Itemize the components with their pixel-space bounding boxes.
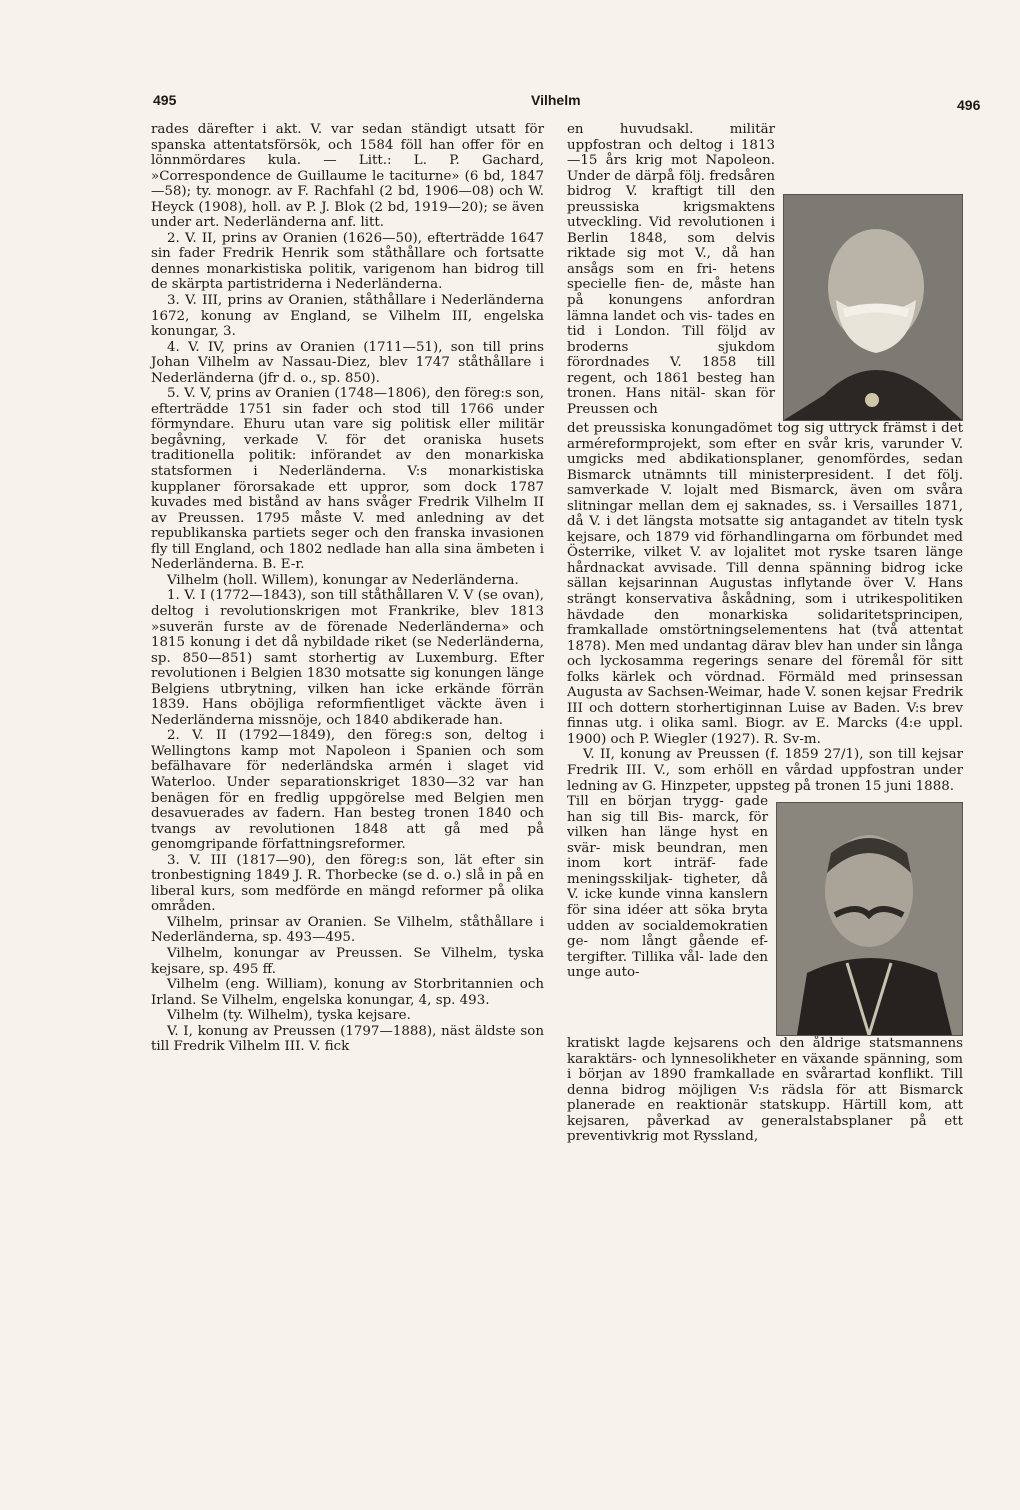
entry-paragraph: en huvudsakl. militär uppfostran och deltog i 1813—15 års krig mot Napoleon. Under de därpå följ. fredsåren bidrog V. kraftigt till den preussiska krigsmaktens utveckling. Vid revolutionen i Berlin 1848, som delvis riktade sig mot V., då han ansågs som en fri- hetens specielle fien- de, måste han på konungens anfordran lämna landet och vis- tades en tid i London. Till följd av broderns sjukdom förordnades V. 1858 till regent, och 1861 besteg han tronen. Hans nitäl- skan för Preussen och (567, 122, 775, 417)
wilhelm-ii-section (567, 794, 963, 1036)
entry-paragraph: 2. V. II, prins av Oranien (1626—50), efterträdde 1647 sin fader Fredrik Henrik som ståthållare och fortsatte dennes monarkistiska politik, varigenom han bidrog till de skärpta partistriderna i Nederländerna. (151, 230, 544, 293)
running-head: Vilhelm (531, 92, 581, 108)
entry-heading: Vilhelm, konungar av Preussen. Se Vilhelm, tyska kejsare, sp. 495 ff. (151, 945, 544, 977)
entry-paragraph: 5. V. V, prins av Oranien (1748—1806), den föreg:s son, efterträdde 1751 sin fader och stod till 1766 under förmyndare. Ehuru utan vare sig politisk eller militär begåvning, verkade V. för det oraniska husets traditionella politik: införandet av den monarkiska statsformen i Nederländerna. V:s monarkistiska kupplaner förorsakade ett uppror, som dock 1787 kuvades med bistånd av hans svåger Fredrik Vilhelm II av Preussen. 1795 måste V. med anledning av det republikanska partiets seger och den franska invasionen fly till England, och 1802 nedlade han alla sina ämbeten i Nederländerna. B. E-r. (151, 386, 544, 573)
left-column (151, 122, 544, 1055)
entry-paragraph: rades därefter i akt. V. var sedan ständigt utsatt för spanska attentatsförsök, och 1584 föll han offer för en lönnmördares kula. — Litt.: L. P. Gachard, »Correspondence de Guillaume le taciturne» (6 bd, 1847—58); ty. monogr. av F. Rachfahl (2 bd, 1906—08) och W. Heyck (1908), holl. av P. J. Blok (2 bd, 1919—20); se även under art. Nederländerna anf. litt. (151, 122, 544, 231)
wilhelm-i-portrait (783, 194, 963, 421)
entry-paragraph: det preussiska konungadömet tog sig uttryck främst i det arméreformprojekt, som efter en svår kris, varunder V. umgicks med abdikationsplaner, genomfördes, sedan Bismarck utnämnts till ministerpresident. I det följ. samverkade V. lojalt med Bismarck, även om svåra slitningar mellan dem ej saknades, ss. i Versailles 1871, då V. i det längsta motsatte sig antagandet av titeln tysk kejsare, och 1879 vid förhandlingarna om förbundet med Österrike, vilket V. av lojalitet mot ryske tsaren länge hårdnackat avvisade. Till denna spänning bidrog icke sällan kejsarinnan Augustas inflytande över V. Hans strängt konservativa åskådning, som i utrikespolitiken hävdade den monarkiska solidaritetsprincipen, framkallade omstörtningselementens hat (två attentat 1878). Men med undantag därav blev han under sin långa och lyckosamma regerings senare del föremål för sitt folks kärlek och vördnad. Förmäld med prinsessan Augusta av Sachsen-Weimar, hade V. sonen kejsar Fredrik III och dottern storhertiginnan Luise av Baden. V:s brev finnas utg. i olika saml. Biogr. av E. Marcks (4:e uppl. 1900) och P. Wiegler (1927). R. Sv-m. (567, 421, 963, 747)
entry-paragraph: Till en början trygg- gade han sig till Bis- marck, för vilken han länge hyst en svär- misk beundran, men inom kort inträf- fade meningsskiljak- tigheter, då V. icke kunde vinna kanslern för sina idéer att söka bryta udden av socialdemokratien ge- nom långt gående ef- tergifter. Tillika vål- lade den unge auto- (567, 794, 768, 981)
right-page-number: 496 (957, 97, 981, 113)
entry-paragraph: 2. V. II (1792—1849), den föreg:s son, deltog i Wellingtons kamp mot Napoleon i Spanien och som befälhavare för nederländska armén i slaget vid Waterloo. Under separationskriget 1830—32 var han benägen för en fredlig uppgörelse med Belgien men desavuerades av fadern. Han besteg tronen 1840 och tvangs av revolutionen 1848 att gå med på genomgripande författningsreformer. (151, 728, 544, 853)
left-page-number: 495 (153, 92, 177, 108)
entry-paragraph: V. II, konung av Preussen (f. 1859 27/1), son till kejsar Fredrik III. V., som erhöll en vårdad uppfostran under ledning av G. Hinzpeter, uppsteg på tronen 15 juni 1888. (567, 747, 963, 794)
entry-heading: Vilhelm (eng. William), konung av Storbritannien och Irland. Se Vilhelm, engelska konungar, 4, sp. 493. (151, 977, 544, 1008)
entry-heading: Vilhelm, prinsar av Oranien. Se Vilhelm, ståthållare i Nederländerna, sp. 493—495. (151, 914, 544, 946)
entry-paragraph: V. I, konung av Preussen (1797—1888), näst äldste son till Fredrik Vilhelm III. V. fick (151, 1023, 544, 1055)
entry-heading: Vilhelm (ty. Wilhelm), tyska kejsare. (167, 1008, 411, 1024)
entry-paragraph: 1. V. I (1772—1843), son till ståthållaren V. V (se ovan), deltog i revolutionskrigen mot Frankrike, blev 1813 »suverän furste av de förenade Nederländerna» och 1815 konung i det då nybildade riket (se Nederländerna, sp. 850—851) samt storhertig av Luxemburg. Efter revolutionen i Belgien 1830 motsatte sig konungen länge Belgiens utbrytning, vilken han icke erkände förrän 1839. Hans oböjliga reformfientliget väckte även i Nederländerna missnöje, och 1840 abdikerade han. (151, 588, 544, 728)
entry-paragraph: 3. V. III, prins av Oranien, ståthållare i Nederländerna 1672, konung av England, se Vilhelm III, engelska konungar, 3. (151, 293, 544, 340)
wilhelm-i-section (567, 122, 963, 421)
entry-paragraph: 3. V. III (1817—90), den föreg:s son, lät efter sin tronbestigning 1849 J. R. Thorbecke (se d. o.) slå in på en liberal kurs, som medförde en mängd reformer på olika områden. (151, 852, 544, 915)
right-column (567, 122, 963, 1145)
entry-paragraph: kratiskt lagde kejsarens och den åldrige statsmannens karaktärs- och lynnesolikheter en växande spänning, som i början av 1890 framkallade en svårartad konflikt. Till denna bidrog möjligen V:s rädsla för att Bismarck planerade en reaktionär statskupp. Härtill kom, att kejsaren, påverkad av generalstabsplaner på ett preventivkrig mot Ryssland, (567, 1036, 963, 1145)
entry-paragraph: 4. V. IV, prins av Oranien (1711—51), son till prins Johan Vilhelm av Nassau-Diez, blev 1747 ståthållare i Nederländerna (jfr d. o., sp. 850). (151, 339, 544, 386)
wilhelm-ii-portrait (776, 802, 963, 1036)
entry-heading: Vilhelm (holl. Willem), konungar av Nederländerna. (167, 572, 519, 588)
portrait-illustration (784, 195, 962, 420)
portrait-illustration (777, 803, 962, 1035)
